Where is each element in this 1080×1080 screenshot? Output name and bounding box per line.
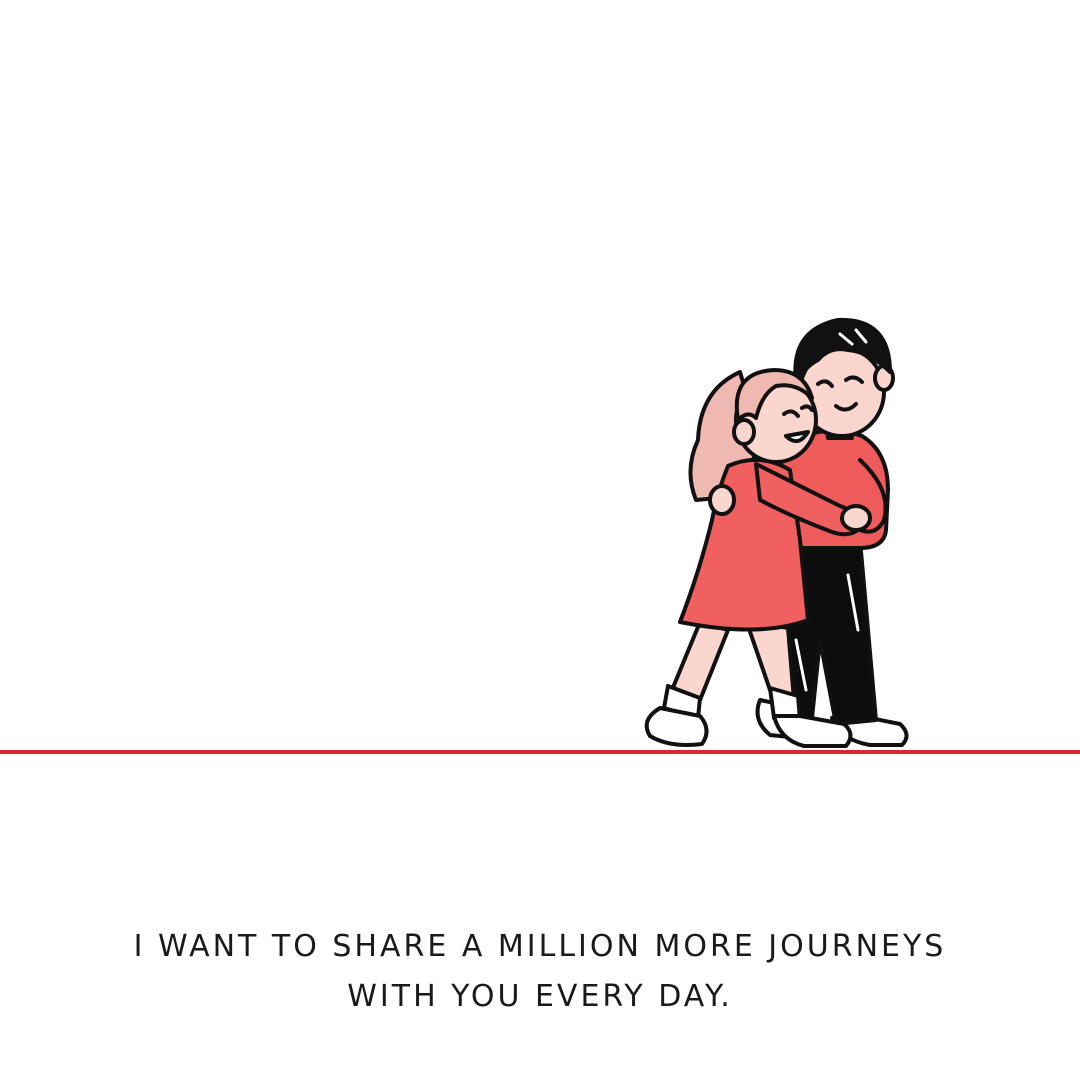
girl-shoe-front xyxy=(647,708,707,745)
girl-leg-front xyxy=(672,622,728,700)
caption xyxy=(0,922,1080,1022)
caption-line-2: WITH YOU EVERY DAY. xyxy=(347,979,733,1014)
caption-line-1: I WANT TO SHARE A MILLION MORE JOURNEYS xyxy=(133,929,947,964)
